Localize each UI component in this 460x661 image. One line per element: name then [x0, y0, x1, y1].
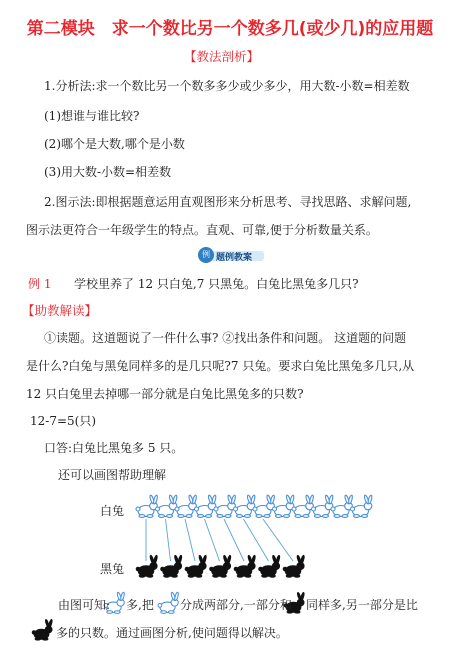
section-heading-analysis: 【教法剖析】: [184, 49, 260, 64]
connector-line: [263, 519, 293, 561]
white-rabbit-icon: [253, 495, 275, 518]
example-label: 例 1: [28, 277, 52, 291]
white-rabbit-icon: [214, 495, 236, 518]
white-rabbit-icon: [175, 495, 197, 518]
connector-line: [185, 519, 195, 561]
help-paragraph-1: ①读题。这道题说了一件什么事? ②找出条件和问题。 这道题的问题: [44, 331, 407, 345]
black-rabbit-label: 黑兔: [100, 562, 125, 576]
diagram-intro: 还可以画图帮助理解: [58, 468, 167, 482]
white-rabbit-icon: [158, 592, 179, 613]
conclusion-text-5: 多的只数。通过画图分析,使问题得以解决。: [56, 626, 288, 640]
example-problem: 学校里养了 12 只白兔,7 只黑兔。白兔比黑兔多几只?: [74, 277, 359, 291]
white-rabbit-row: [136, 495, 373, 518]
white-rabbit-icon: [351, 495, 373, 518]
black-rabbit-icon: [234, 555, 256, 578]
page-title: 第二模块 求一个数比另一个数多几(或少几)的应用题: [26, 19, 434, 39]
black-rabbit-icon: [259, 555, 281, 578]
white-rabbit-label: 白兔: [100, 504, 125, 518]
white-rabbit-icon: [195, 495, 217, 518]
connector-line: [244, 519, 269, 561]
black-rabbit-icon: [185, 555, 207, 578]
white-rabbit-icon: [292, 495, 314, 518]
conclusion-text-4: 同样多,另一部分是比: [306, 598, 418, 612]
conclusion-text-2: 多,把: [126, 598, 154, 612]
connector-lines: [146, 519, 293, 561]
white-rabbit-icon: [312, 495, 334, 518]
diagram-method-line-2: 图示法更符合一年级学生的特点。直观、可靠,便于分析数量关系。: [26, 223, 378, 237]
black-rabbit-icon: [161, 555, 183, 578]
help-paragraph-3: 12 只白兔里去掉哪一部分就是白兔比黑兔多的只数?: [26, 387, 304, 401]
connector-line: [205, 519, 220, 561]
black-rabbit-icon: [283, 555, 305, 578]
black-rabbit-icon: [32, 619, 53, 640]
section-heading-help: 【助教解读】: [22, 303, 98, 318]
white-rabbit-icon: [136, 495, 158, 518]
analysis-question-1: (1)想谁与谁比较?: [44, 109, 140, 123]
oral-answer: 口答:白兔比黑兔多 5 只。: [44, 441, 184, 455]
white-rabbit-icon: [331, 495, 353, 518]
white-rabbit-icon: [234, 495, 256, 518]
black-rabbit-row: [136, 555, 305, 578]
equation: 12-7=5(只): [30, 414, 97, 428]
black-rabbit-icon: [210, 555, 232, 578]
black-rabbit-icon: [136, 555, 158, 578]
analysis-method-line: 1.分析法:求一个数比另一个数多多少或少多少，用大数-小数=相差数: [44, 79, 410, 93]
white-rabbit-icon: [156, 495, 178, 518]
conclusion-text-3: 分成两部分,一部分和: [180, 598, 292, 612]
conclusion-text-1: 由图可知:: [58, 598, 111, 612]
analysis-question-3: (3)用大数-小数=相差数: [44, 165, 172, 179]
connector-line: [166, 519, 171, 561]
help-paragraph-2: 是什么?白兔与黑兔同样多的是几只呢?7 只兔。要求白兔比黑兔多几只,从: [26, 359, 415, 373]
white-rabbit-icon: [273, 495, 295, 518]
connector-line: [224, 519, 244, 561]
analysis-question-2: (2)哪个是大数,哪个是小数: [44, 137, 185, 151]
banner-badge: 例: [198, 247, 214, 263]
diagram-method-line-1: 2.图示法:即根据题意运用直观图形来分析思考、寻找思路、求解问题,: [44, 195, 412, 209]
banner-text: 题例教案: [216, 253, 253, 263]
